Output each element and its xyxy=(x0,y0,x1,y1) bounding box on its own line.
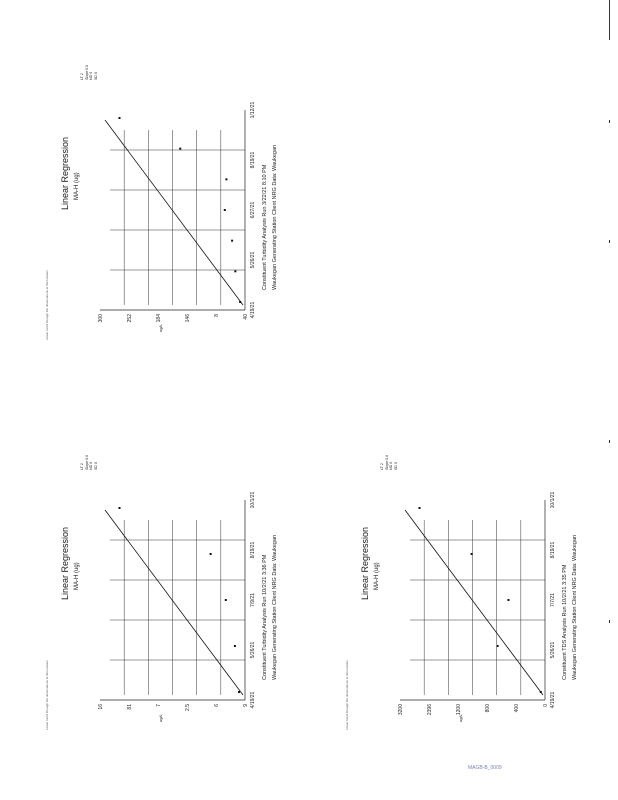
chart-caption-2: Waukegan Generating Station Client NRG Data: Waukegan xyxy=(272,534,278,680)
chart-subtitle: MA-H (ug) xyxy=(374,562,380,590)
x-tick-label: 10/1/21 xyxy=(250,491,256,509)
y-tick-label: 184 xyxy=(156,314,162,323)
y-tick-label: 16 xyxy=(98,704,104,710)
data-point xyxy=(225,599,227,601)
x-tick-label: 8/19/21 xyxy=(250,151,256,169)
axis-unit-label: ug/L xyxy=(458,714,463,722)
chart-plot-2 xyxy=(40,400,300,740)
x-tick-label: 4/19/21 xyxy=(550,691,556,709)
data-point xyxy=(119,507,121,509)
legend-3 xyxy=(380,455,398,470)
chart-panel-3 xyxy=(340,400,600,740)
chart-caption-1: Constituent TDS Analysis Run 10/2/21 3:35 PM xyxy=(562,564,568,680)
x-tick-label: 7/7/21 xyxy=(550,593,556,607)
legend-1 xyxy=(80,65,98,80)
x-tick-label: 8/19/21 xyxy=(550,541,556,559)
data-point xyxy=(238,691,240,693)
data-point xyxy=(507,599,509,601)
y-tick-label: 3200 xyxy=(398,704,404,716)
y-tick-label: 2396 xyxy=(427,704,433,716)
regression-line xyxy=(105,120,243,305)
y-tick-label: 7 xyxy=(156,704,162,707)
y-tick-label: 1200 xyxy=(456,704,462,716)
legend-entry: ND 0 xyxy=(389,461,394,470)
chart-caption-1: Constituent Turbidity Analysis Run 3/22/21 8:10 PM xyxy=(262,164,268,290)
y-tick-label: 300 xyxy=(98,314,104,323)
y-tick-label: 9 xyxy=(243,704,249,707)
y-tick-label: 400 xyxy=(514,704,520,713)
page-footer: MAGB-B_0009 xyxy=(468,765,502,771)
legend-entry: Slope 0.0 xyxy=(84,454,89,470)
y-tick-label: 2.5 xyxy=(185,704,191,711)
edge-note: Linear trend through the observations at this location xyxy=(345,660,349,730)
scan-edge-mark xyxy=(609,0,610,40)
legend-entry: SD 0 xyxy=(93,462,98,470)
x-tick-label: 4/19/21 xyxy=(250,301,256,319)
x-tick-label: 4/19/21 xyxy=(250,691,256,709)
chart-title: Linear Regression xyxy=(60,526,70,600)
data-point xyxy=(540,691,542,693)
x-tick-label: 8/19/21 xyxy=(250,541,256,559)
scan-edge-mark xyxy=(609,620,610,623)
chart-subtitle: MA-H (ug) xyxy=(74,172,80,200)
data-point xyxy=(231,240,233,242)
y-tick-label: 81 xyxy=(127,704,133,710)
y-tick-label: 0 xyxy=(543,704,549,707)
data-point xyxy=(210,553,212,555)
edge-note: Linear trend through the observations at this location xyxy=(45,270,49,340)
y-tick-label: 252 xyxy=(127,314,133,323)
legend-entry: LT 2 xyxy=(80,73,84,80)
data-point xyxy=(224,209,226,211)
chart-title: Linear Regression xyxy=(360,526,370,600)
x-tick-label: 5/26/21 xyxy=(250,251,256,269)
y-tick-label: 40 xyxy=(243,314,249,320)
chart-panel-1 xyxy=(40,10,300,350)
legend-entry: SD 0 xyxy=(93,72,98,80)
data-point xyxy=(119,117,121,119)
x-tick-label: 1/12/21 xyxy=(250,101,256,119)
chart-panel-2 xyxy=(40,400,300,740)
y-tick-label: 800 xyxy=(485,704,491,713)
chart-caption-2: Waukegan Generating Station Client NRG Data: Waukegan xyxy=(572,534,578,680)
x-tick-label: 5/26/21 xyxy=(250,641,256,659)
data-point xyxy=(471,553,473,555)
data-point xyxy=(234,645,236,647)
data-point xyxy=(497,645,499,647)
chart-plot-3 xyxy=(340,400,600,740)
x-tick-label: 7/9/21 xyxy=(250,593,256,607)
regression-line xyxy=(405,510,543,695)
data-point xyxy=(225,178,227,180)
axis-unit-label: ug/L xyxy=(158,324,163,332)
legend-2 xyxy=(80,455,98,470)
legend-entry: SD 0 xyxy=(393,462,398,470)
chart-caption-2: Waukegan Generating Station Client NRG Data: Waukegan xyxy=(272,144,278,290)
y-tick-label: 146 xyxy=(185,314,191,323)
x-tick-label: 10/1/21 xyxy=(550,491,556,509)
legend-entry: ND 0 xyxy=(89,461,94,470)
legend-entry: Slope 0.0 xyxy=(384,454,389,470)
x-tick-label: 5/26/21 xyxy=(550,641,556,659)
scan-edge-mark xyxy=(609,440,610,443)
legend-entry: ND 0 xyxy=(89,71,94,80)
chart-plot-1 xyxy=(40,10,300,350)
scan-edge-mark xyxy=(609,240,610,243)
chart-caption-1: Constituent Turbidity Analysis Run 10/2/21 3:36 PM xyxy=(262,554,268,680)
legend-entry: LT 2 xyxy=(380,463,384,470)
edge-note: Linear trend through the observations at this location xyxy=(45,660,49,730)
y-tick-label: 8 xyxy=(214,314,220,317)
regression-line xyxy=(105,510,243,695)
data-point xyxy=(179,148,181,150)
data-point xyxy=(234,270,236,272)
data-point xyxy=(239,301,241,303)
chart-title: Linear Regression xyxy=(60,136,70,210)
axis-unit-label: ug/L xyxy=(158,714,163,722)
legend-entry: LT 2 xyxy=(80,463,84,470)
y-tick-label: 6 xyxy=(214,704,220,707)
chart-subtitle: MA-H (ug) xyxy=(74,562,80,590)
data-point xyxy=(419,507,421,509)
x-tick-label: 6/27/21 xyxy=(250,201,256,219)
legend-entry: Slope 0.0 xyxy=(84,64,89,80)
scan-edge-mark xyxy=(609,120,610,123)
